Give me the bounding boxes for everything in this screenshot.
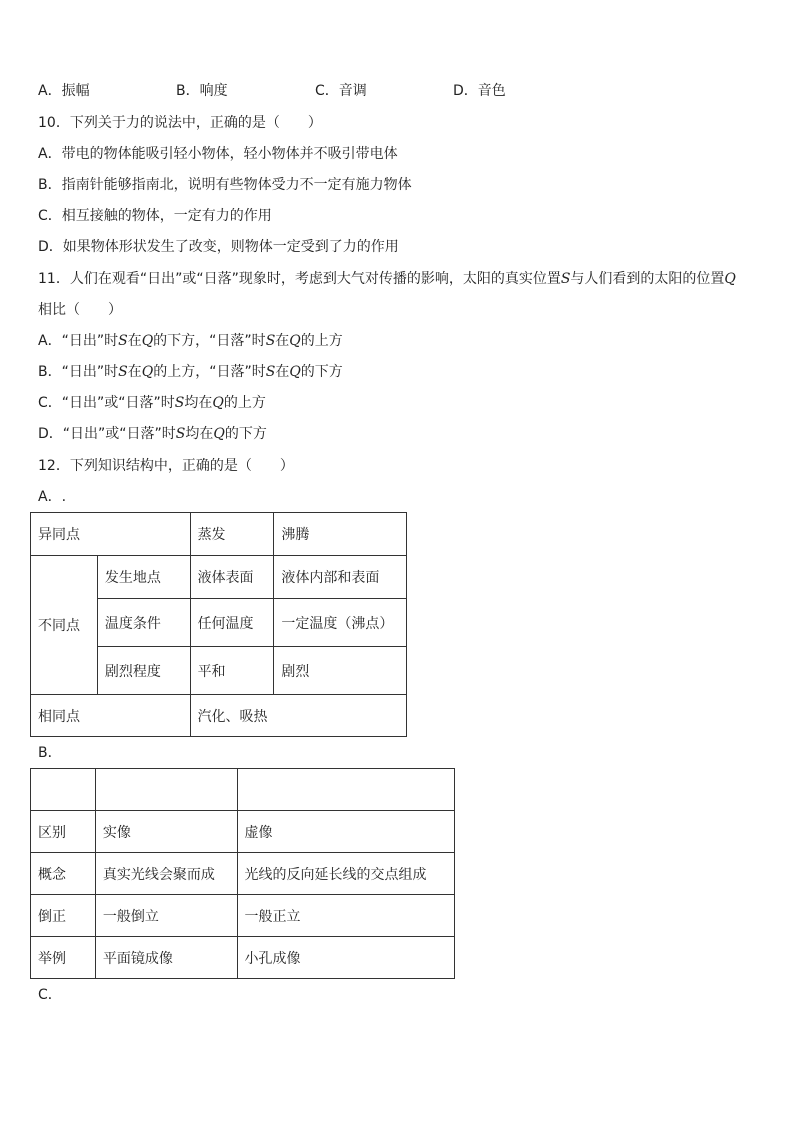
q9-option-a: A．振幅 [38,83,90,99]
q9-option-c: C．音调 [315,83,367,99]
q10-stem: 10．下列关于力的说法中，正确的是（ ） [38,115,322,131]
evaporation-boiling-table [30,512,407,737]
table-cell: 剧烈 [274,647,407,695]
table-cell: 实像 [95,811,237,853]
q11-c-q: Q [212,395,224,411]
q11-stem-b: 与人们看到的太阳的位置 [570,271,725,287]
q11-a-p2: 在 [127,333,142,349]
table-cell: 一般正立 [237,895,454,937]
table-cell: 举例 [31,937,96,979]
q11-option-b [38,362,343,382]
table-row [31,853,455,895]
table-cell: 区别 [31,811,96,853]
table-cell: 概念 [31,853,96,895]
q12-stem: 12．下列知识结构中，正确的是（ ） [38,458,294,474]
q11-d-p3: 的下方 [224,426,267,442]
table-cell: 汽化、吸热 [190,695,406,737]
q11-a-p3: 的下方，“日落”时 [153,333,266,349]
table-row [31,895,455,937]
table-cell: 沸腾 [274,513,407,556]
table-cell: 不同点 [31,556,98,695]
q10-option-b: B．指南针能够指南北，说明有些物体受力不一定有施力物体 [38,177,412,193]
q11-stem-a: 11．人们在观看“日出”或“日落”现象时，考虑到大气对传播的影响，太阳的真实位置 [38,271,561,287]
table-cell: 平面镜成像 [95,937,237,979]
q11-a-p4: 在 [275,333,290,349]
table-cell: 小孔成像 [237,937,454,979]
table-cell: 一定温度（沸点） [274,599,407,647]
q9-option-b: B．响度 [176,83,228,99]
q11-var-q: Q [724,271,736,287]
table-cell: 倒正 [31,895,96,937]
q11-a-p1: A．“日出”时 [38,333,119,349]
table-cell: 剧烈程度 [97,647,190,695]
table-cell: 真实光线会聚而成 [95,853,237,895]
table-cell: 任何温度 [190,599,274,647]
q11-c-p2: 均在 [184,395,213,411]
q11-b-p4: 在 [275,364,290,380]
q11-option-d [38,424,267,444]
q10-option-d: D．如果物体形状发生了改变，则物体一定受到了力的作用 [38,239,399,255]
table-cell [31,769,96,811]
q11-b-p1: B．“日出”时 [38,364,119,380]
table-row [31,937,455,979]
q12-label-b: B． [38,745,62,761]
q12-label-c: C． [38,987,62,1003]
table-cell: 发生地点 [97,556,190,599]
table-cell: 平和 [190,647,274,695]
table-cell: 一般倒立 [95,895,237,937]
q11-a-s1: S [118,333,128,349]
q11-a-q2: Q [289,333,301,349]
table-cell [95,769,237,811]
table-cell: 异同点 [31,513,191,556]
table-cell: 温度条件 [97,599,190,647]
table-cell [237,769,454,811]
q11-b-q2: Q [289,364,301,380]
q11-b-q1: Q [141,364,154,380]
q11-b-s1: S [118,364,128,380]
table-row [31,513,407,556]
q11-c-s: S [174,395,185,411]
table-row [31,695,407,737]
table-cell: 蒸发 [190,513,274,556]
table-cell: 光线的反向延长线的交点组成 [237,853,454,895]
q11-b-p2: 在 [127,364,142,380]
q11-option-c [38,393,266,413]
q11-a-p5: 的上方 [300,333,343,349]
table-row [31,769,455,811]
q11-c-p1: C．“日出”或“日落”时 [38,395,175,411]
q11-a-s2: S [265,333,276,349]
q10-option-c: C．相互接触的物体，一定有力的作用 [38,208,272,224]
q11-d-p1: D．“日出”或“日落”时 [38,426,176,442]
q11-b-p3: 的上方，“日落”时 [153,364,266,380]
q11-a-q1: Q [141,333,154,349]
q11-b-p5: 的下方 [300,364,343,380]
q11-var-s: S [560,271,571,287]
q11-b-s2: S [265,364,276,380]
q11-c-p3: 的上方 [223,395,266,411]
table-cell: 液体表面 [190,556,274,599]
q11-stem-c: 相比（ ） [38,302,122,318]
real-virtual-image-table [30,768,455,979]
q9-option-d: D．音色 [453,83,506,99]
table-row [31,556,407,599]
table-cell: 虚像 [237,811,454,853]
q12-label-a: A．. [38,489,67,505]
table-row [31,811,455,853]
q11-d-s: S [175,426,186,442]
table-cell: 相同点 [31,695,191,737]
q11-d-q: Q [213,426,225,442]
q11-d-p2: 均在 [185,426,214,442]
q11-stem-line1 [38,269,736,289]
q10-option-a: A．带电的物体能吸引轻小物体，轻小物体并不吸引带电体 [38,146,398,162]
table-cell: 液体内部和表面 [274,556,407,599]
q11-option-a [38,331,343,351]
